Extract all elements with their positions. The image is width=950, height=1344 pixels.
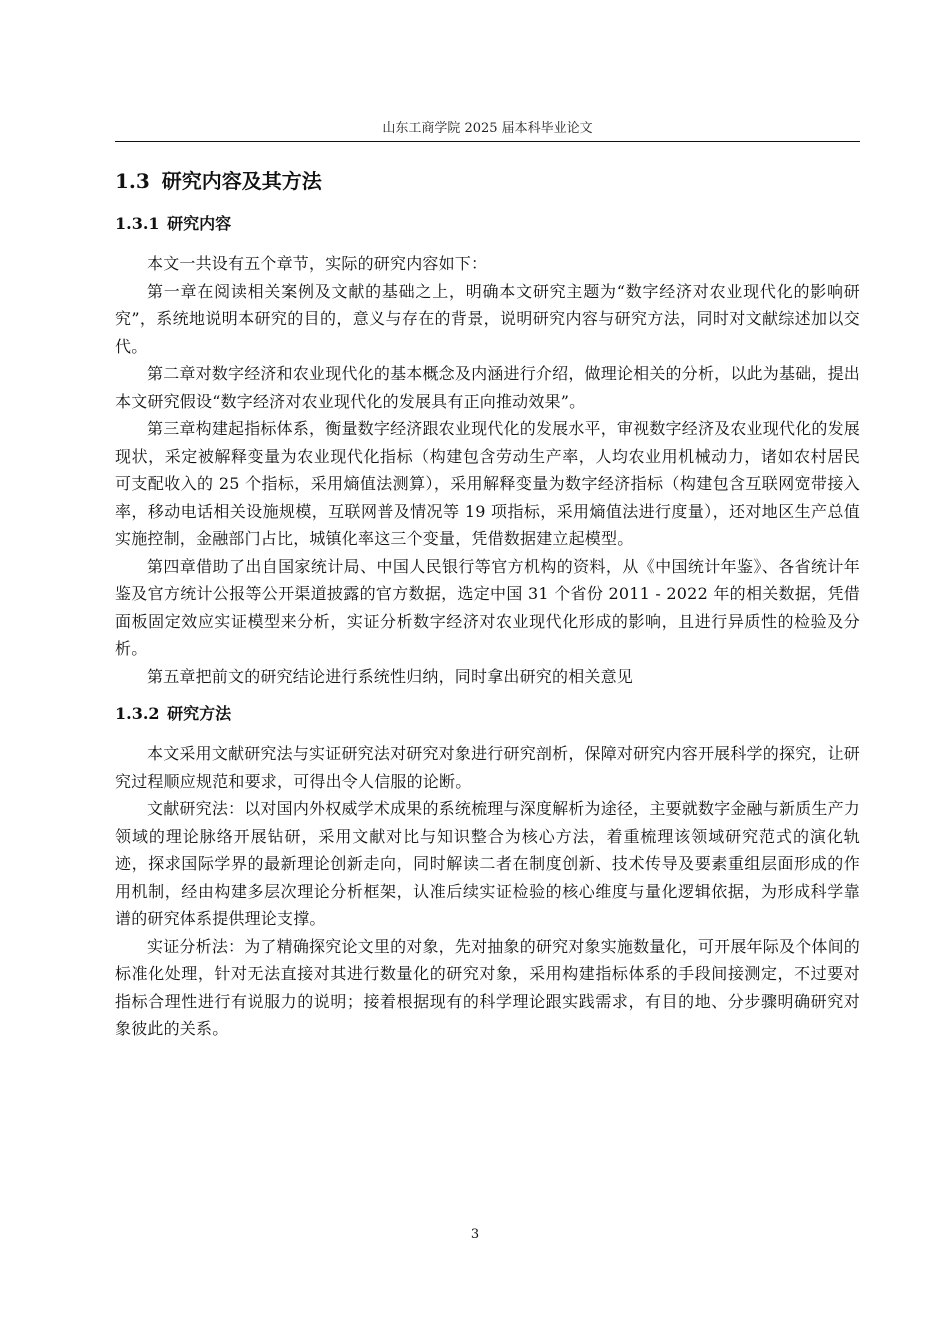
subsection-number: 1.3.1 <box>115 214 160 233</box>
subsection-heading-research-methods <box>115 702 860 726</box>
paragraph: 第一章在阅读相关案例及文献的基础之上，明确本文研究主题为“数字经济对农业现代化的影响研究”，系统地说明本研究的目的，意义与存在的背景，说明研究内容与研究方法，同时对文献综述加以交代。 <box>115 281 860 356</box>
section-heading <box>115 166 860 196</box>
paragraph: 第五章把前文的研究结论进行系统性归纳，同时拿出研究的相关意见 <box>147 666 634 686</box>
subsection-title: 研究内容 <box>167 214 232 233</box>
subsection-title: 研究方法 <box>167 704 232 723</box>
page-number: 3 <box>470 1227 480 1242</box>
subsection-heading-research-content <box>115 212 860 236</box>
subsection-number: 1.3.2 <box>115 704 160 723</box>
paragraph: 本文采用文献研究法与实证研究法对研究对象进行研究剖析，保障对研究内容开展科学的探究，让研究过程顺应规范和要求，可得出令人信服的论断。 <box>115 744 860 791</box>
paragraph: 第二章对数字经济和农业现代化的基本概念及内涵进行介绍，做理论相关的分析，以此为基础，提出本文研究假设“数字经济对农业现代化的发展具有正向推动效果”。 <box>115 364 860 411</box>
page-content <box>115 166 860 1043</box>
paragraph: 本文一共设有五个章节，实际的研究内容如下： <box>147 254 488 273</box>
paragraph: 第四章借助了出自国家统计局、中国人民银行等官方机构的资料，从《中国统计年鉴》、各省统计年鉴及官方统计公报等公开渠道披露的官方数据，选定中国 31 个省份 2011 - 2022 年的相关数据，凭借面板固定效应实证模型来分析，实证分析数字经济对农业现代化形成的影响，且进行异质性的检验及分析。 <box>115 556 860 658</box>
section-title: 研究内容及其方法 <box>161 169 322 193</box>
paragraph: 实证分析法：为了精确探究论文里的对象，先对抽象的研究对象实施数量化，可开展年际及个体间的标准化处理，针对无法直接对其进行数量化的研究对象，采用构建指标体系的手段间接测定，不过要对指标合理性进行有说服力的说明；接着根据现有的科学理论跟实践需求，有目的地、分步骤明确研究对象彼此的关系。 <box>115 936 860 1038</box>
spacer <box>115 690 860 702</box>
paragraph: 第三章构建起指标体系，衡量数字经济跟农业现代化的发展水平，审视数字经济及农业现代化的发展现状，采定被解释变量为农业现代化指标（构建包含劳动生产率，人均农业用机械动力，诸如农村居民可支配收入的 25 个指标，采用熵值法测算），采用解释变量为数字经济指标（构建包含互联网宽带接入率，移动电话相关设施规模，互联网普及情况等 19 项指标，采用熵值法进行度量），还对地区生产总值实施控制，金融部门占比，城镇化率这三个变量，凭借数据建立起模型。 <box>115 419 860 548</box>
paragraph: 文献研究法：以对国内外权威学术成果的系统梳理与深度解析为途径，主要就数字金融与新质生产力领域的理论脉络开展钻研，采用文献对比与知识整合为核心方法，着重梳理该领域研究范式的演化轨迹，探求国际学界的最新理论创新走向，同时解读二者在制度创新、技术传导及要素重组层面形成的作用机制，经由构建多层次理论分析框架，认准后续实证检验的核心维度与量化逻辑依据，为形成科学靠谱的研究体系提供理论支撑。 <box>115 799 860 928</box>
header-rule <box>115 141 860 142</box>
section-number: 1.3 <box>115 169 150 193</box>
running-header: 山东工商学院 2025 届本科毕业论文 <box>382 121 593 136</box>
